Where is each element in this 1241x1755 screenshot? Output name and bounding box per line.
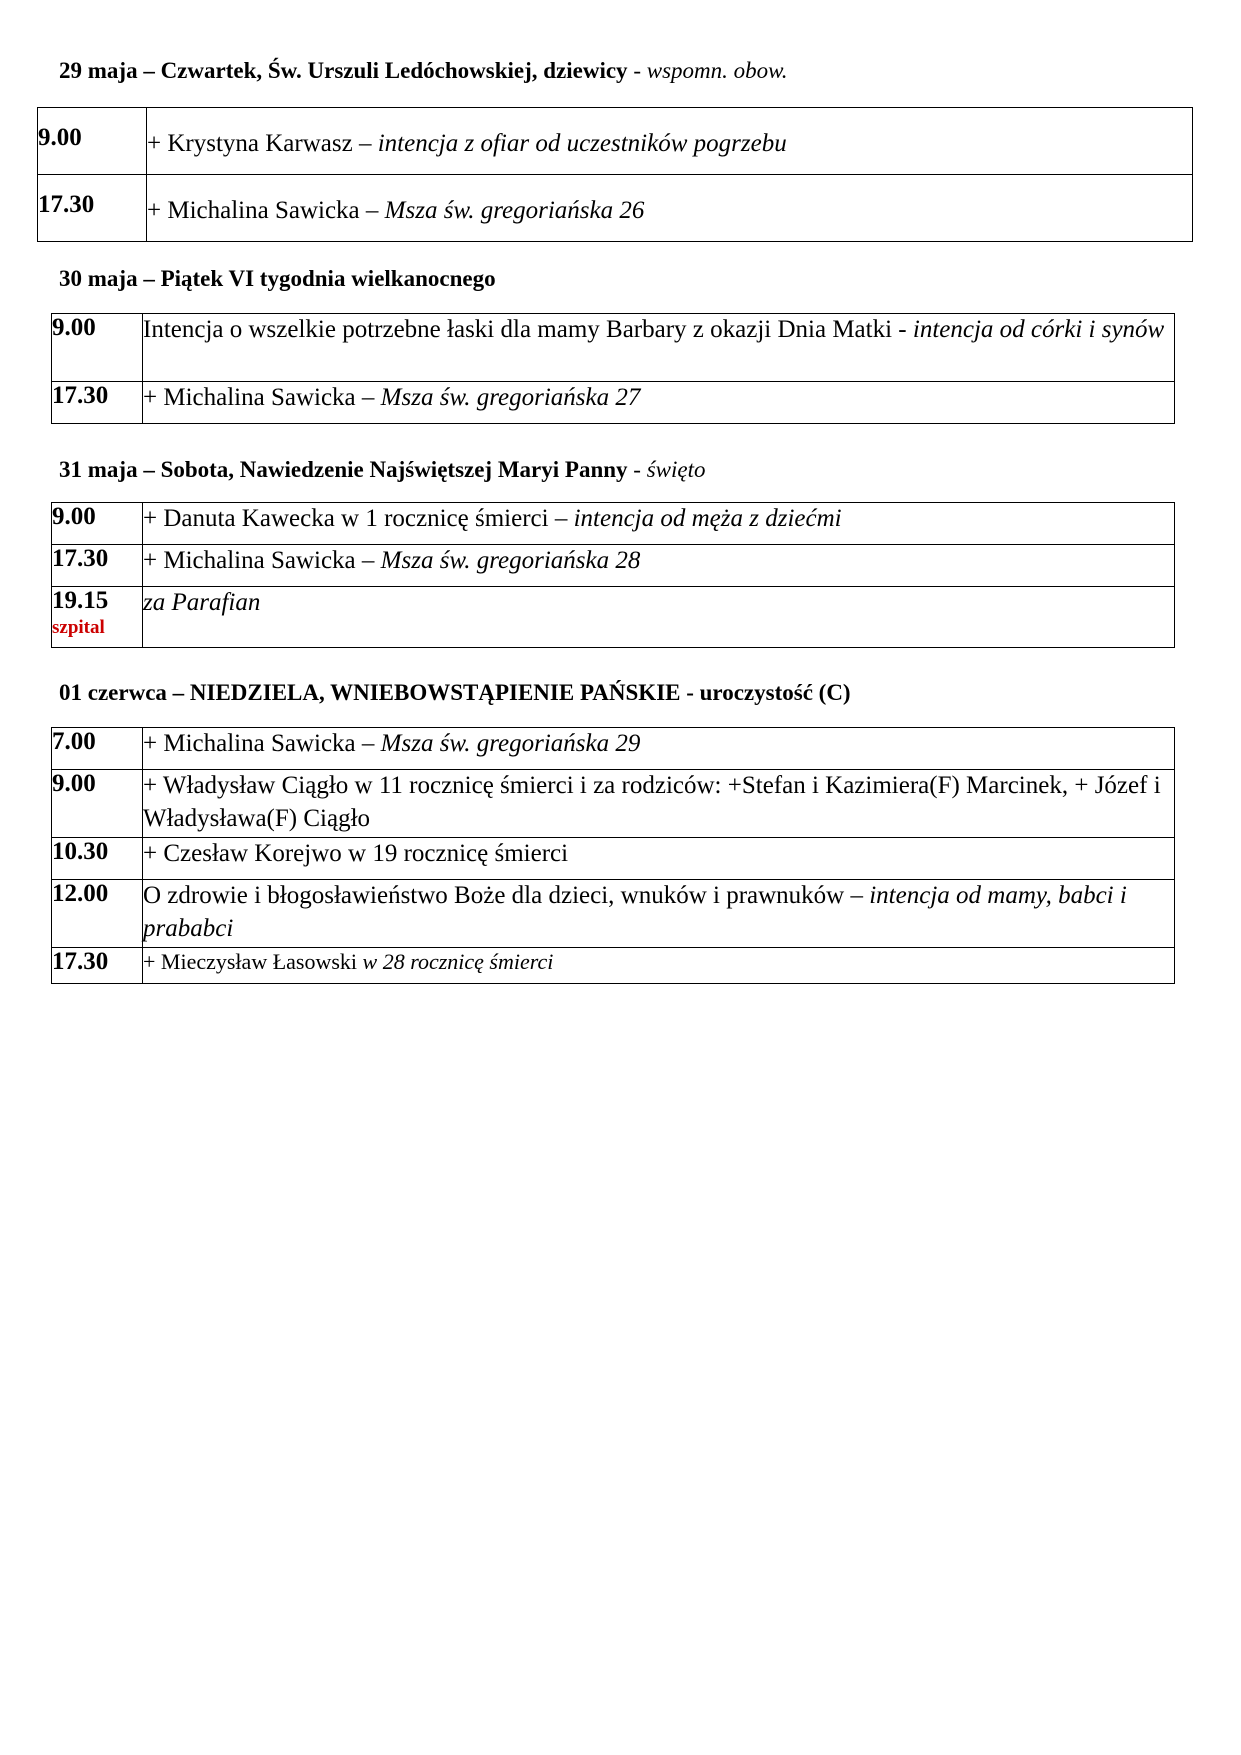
mass-schedule-table [51,502,1175,648]
intention-text: + Michalina Sawicka – [143,730,381,757]
day-heading [59,266,496,292]
intention-text: O zdrowie i błogosławieństwo Boże dla dzieci, wnuków i prawnuków – [143,882,870,909]
table-row [52,880,1175,948]
mass-time [52,587,143,648]
mass-intention [143,503,1175,545]
mass-time: 10.30 [52,838,143,880]
day-heading [59,680,851,706]
mass-time: 12.00 [52,880,143,948]
mass-intention [143,545,1175,587]
intention-note: w 28 rocznicę śmierci [362,949,554,974]
intention-text: + Michalina Sawicka – [143,547,381,574]
mass-schedule-table [37,107,1193,242]
day-heading [59,58,788,84]
intention-note: Msza św. gregoriańska 29 [380,730,641,757]
day-heading [59,457,705,483]
mass-schedule-table [51,313,1175,424]
table-row [52,587,1175,648]
intention-text: + Krystyna Karwasz – [147,130,378,157]
mass-intention [143,314,1175,382]
table-row [38,108,1193,175]
intention-note: intencja od męża z dziećmi [573,505,842,532]
mass-intention [143,587,1175,648]
mass-intention [143,770,1175,838]
table-row [52,503,1175,545]
mass-intention [147,175,1193,242]
intention-text: + Władysław Ciągło w 11 rocznicę śmierci i za rodziców: +Stefan i Kazimiera(F) Marcinek, + Józef i Władysława(F) Ciągło [143,772,1161,832]
intention-text: Intencja o wszelkie potrzebne łaski dla mamy Barbary z okazji Dnia Matki - [143,316,913,343]
table-row [52,545,1175,587]
intention-note: Msza św. gregoriańska 27 [380,384,641,411]
table-row [38,175,1193,242]
intention-text: + Michalina Sawicka – [147,197,385,224]
mass-time: 17.30 [38,175,147,242]
mass-time: 17.30 [52,948,143,984]
table-row [52,948,1175,984]
intention-note: intencja z ofiar od uczestników pogrzebu [377,130,787,157]
intention-note: intencja od mamy, babci i prababci [143,882,1127,942]
intention-text: + Mieczysław Łasowski [143,949,363,974]
table-row [52,314,1175,382]
day-heading-main: 29 maja – Czwartek, Św. Urszuli Ledóchowskiej, dziewicy [59,58,628,83]
mass-intention [143,728,1175,770]
table-row [52,770,1175,838]
day-heading-sep: - [627,457,647,482]
mass-time: 17.30 [52,545,143,587]
mass-time: 9.00 [52,503,143,545]
day-heading-sep: - [627,58,647,83]
mass-time: 9.00 [52,770,143,838]
mass-schedule-table [51,727,1175,984]
day-heading-main: 01 czerwca – NIEDZIELA, WNIEBOWSTĄPIENIE PAŃSKIE - uroczystość (C) [59,680,851,705]
mass-intention [143,880,1175,948]
intention-note: Msza św. gregoriańska 26 [384,197,645,224]
table-row [52,838,1175,880]
mass-location: szpital [52,616,105,638]
day-heading-note: święto [646,457,706,482]
day-heading-main: 30 maja – Piątek VI tygodnia wielkanocnego [59,266,496,291]
day-heading-note: wspomn. obow. [646,58,788,83]
intention-note: intencja od córki i synów [912,316,1165,343]
table-row [52,382,1175,424]
mass-intention [143,838,1175,880]
mass-time-value: 19.15 [52,587,109,614]
table-row [52,728,1175,770]
mass-time: 9.00 [52,314,143,382]
mass-time: 9.00 [38,108,147,175]
intention-note: Msza św. gregoriańska 28 [380,547,641,574]
mass-time: 17.30 [52,382,143,424]
mass-intention [143,382,1175,424]
day-heading-main: 31 maja – Sobota, Nawiedzenie Najświętszej Maryi Panny [59,457,628,482]
intention-text: + Michalina Sawicka – [143,384,381,411]
mass-intention [147,108,1193,175]
intention-text: + Czesław Korejwo w 19 rocznicę śmierci [143,840,569,867]
mass-intention [143,948,1175,984]
mass-time: 7.00 [52,728,143,770]
intention-note: za Parafian [143,589,261,616]
intention-text: + Danuta Kawecka w 1 rocznicę śmierci – [143,505,574,532]
